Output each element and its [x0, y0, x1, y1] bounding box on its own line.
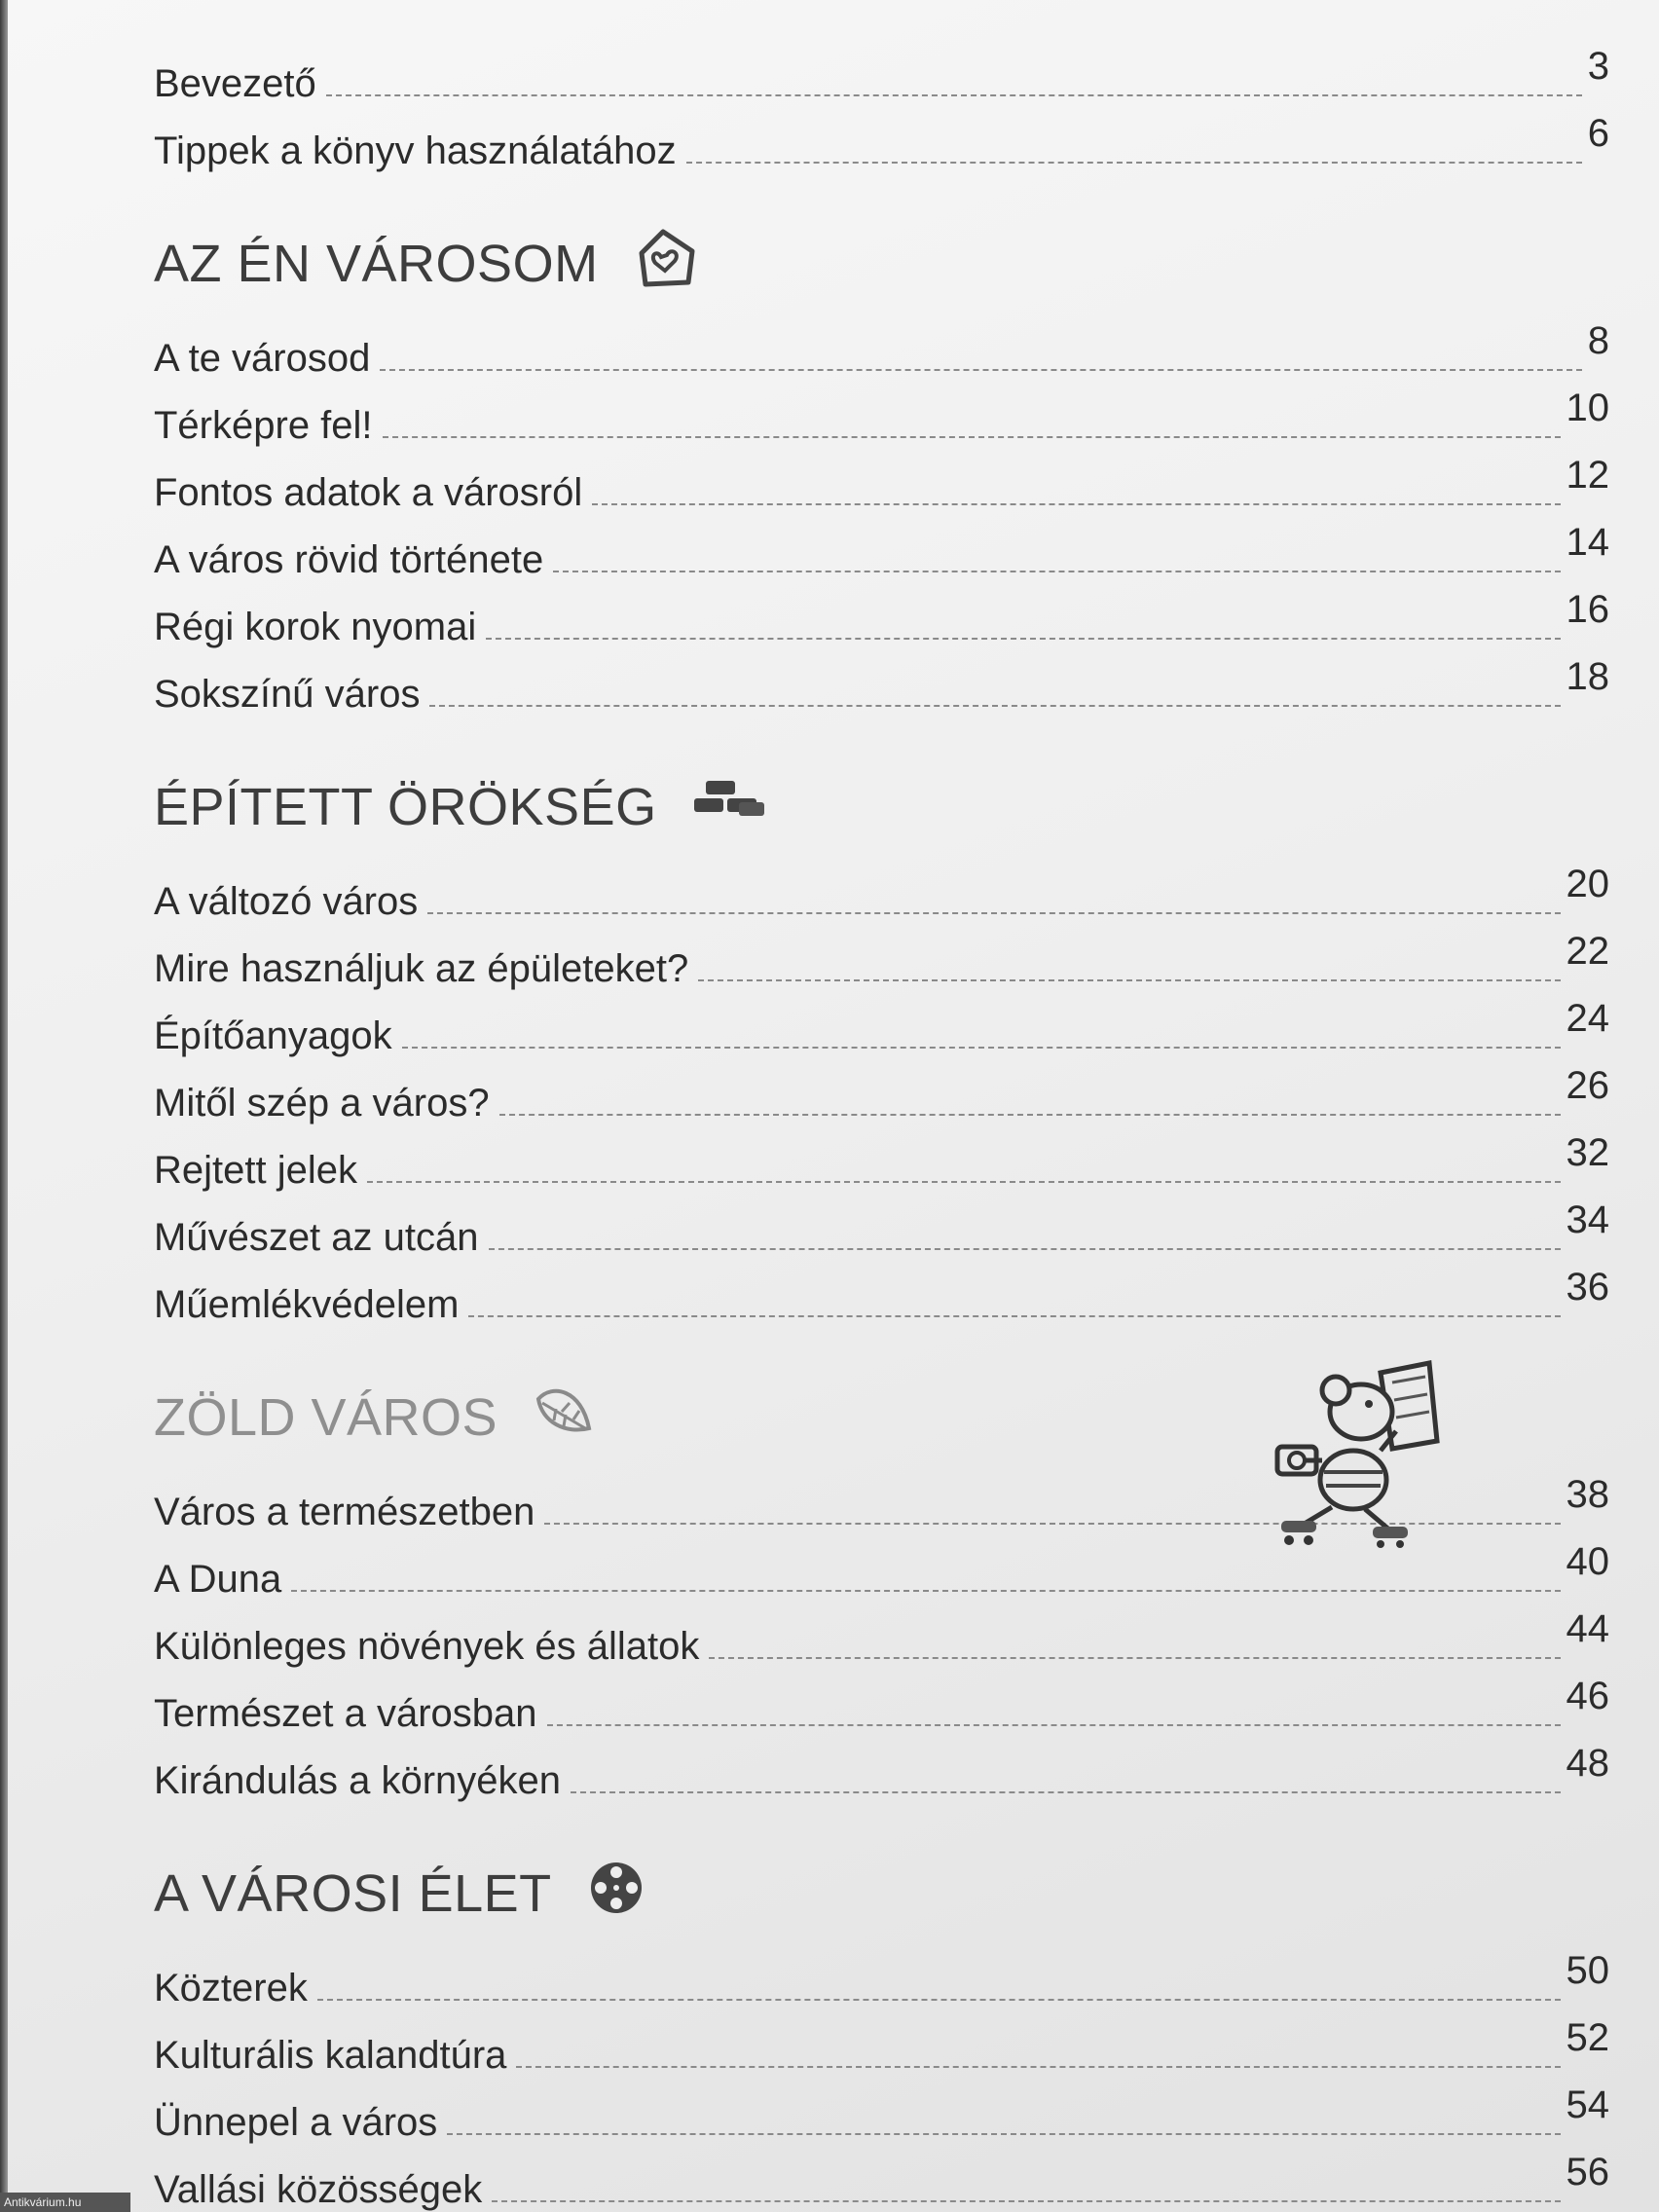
toc-entry-page: 50	[1566, 1949, 1609, 1992]
film-reel-icon	[587, 1859, 645, 1930]
toc-entry-title: Kulturális kalandtúra	[154, 2034, 507, 2077]
toc-entry-title: Tippek a könyv használatához	[154, 129, 677, 172]
toc-entry-page: 16	[1566, 588, 1609, 631]
toc-entry-page: 52	[1566, 2016, 1609, 2059]
toc-entry-page: 8	[1587, 319, 1609, 362]
toc-entry[interactable]	[154, 857, 1609, 924]
toc-entry[interactable]	[154, 1943, 1609, 2010]
toc-entry-page: 22	[1566, 930, 1609, 973]
toc-entry-page: 56	[1566, 2151, 1609, 2194]
toc-entry[interactable]	[154, 1260, 1609, 1327]
toc-entry[interactable]	[154, 381, 1609, 448]
toc-entry-page: 12	[1566, 454, 1609, 497]
toc-entry-title: Természet a városban	[154, 1692, 537, 1735]
watermark: Antikvárium.hu	[0, 2193, 130, 2212]
toc-entry-page: 36	[1566, 1266, 1609, 1309]
section-heading-a-varosi-elet	[154, 1860, 1609, 1928]
toc-entry-title: Építőanyagok	[154, 1014, 392, 1057]
toc-entry-title: Különleges növények és állatok	[154, 1625, 700, 1668]
toc-entry-page: 26	[1566, 1064, 1609, 1107]
toc-entry-title: Rejtett jelek	[154, 1149, 357, 1192]
toc-entry[interactable]	[154, 1736, 1609, 1803]
toc-entry[interactable]	[154, 2010, 1609, 2078]
toc-entry[interactable]	[154, 313, 1609, 381]
toc-entry-title: Ünnepel a város	[154, 2101, 438, 2144]
dotted-leader	[402, 1047, 1561, 1049]
dotted-leader	[592, 503, 1560, 505]
toc-entry-page: 40	[1566, 1540, 1609, 1583]
toc-entry[interactable]	[154, 2145, 1609, 2212]
toc-entry[interactable]	[154, 582, 1609, 649]
dotted-leader	[317, 1999, 1561, 2001]
toc-page	[8, 0, 1659, 2212]
section-heading-text: ÉPÍTETT ÖRÖKSÉG	[154, 778, 657, 836]
table-of-contents	[154, 39, 1609, 2212]
section-heading-text: A VÁROSI ÉLET	[154, 1864, 552, 1923]
house-heart-icon	[634, 224, 704, 305]
toc-entry[interactable]	[154, 1669, 1609, 1736]
dotted-leader	[547, 1724, 1561, 1726]
dotted-leader	[291, 1590, 1560, 1592]
toc-entry-title: A te városod	[154, 337, 371, 380]
toc-entry-page: 48	[1566, 1742, 1609, 1785]
section-heading-az-en-varosom	[154, 230, 1609, 298]
dotted-leader	[383, 436, 1561, 438]
toc-entry[interactable]	[154, 924, 1609, 991]
dotted-leader	[553, 571, 1560, 572]
toc-entry-title: Mitől szép a város?	[154, 1082, 490, 1124]
dotted-leader	[709, 1657, 1560, 1659]
toc-entry[interactable]	[154, 1193, 1609, 1260]
toc-entry[interactable]	[154, 991, 1609, 1058]
dotted-leader	[516, 2066, 1560, 2068]
toc-entry-page: 24	[1566, 997, 1609, 1040]
dotted-leader	[486, 638, 1560, 640]
toc-entry-page: 3	[1587, 45, 1609, 88]
dotted-leader	[571, 1791, 1560, 1793]
mouse-skater-with-map-icon	[1264, 1353, 1458, 1553]
dotted-leader	[380, 369, 1581, 371]
toc-entry-title: Közterek	[154, 1967, 308, 2009]
dotted-leader	[427, 912, 1560, 914]
dotted-leader	[489, 1248, 1561, 1250]
dotted-leader	[367, 1181, 1561, 1183]
toc-entry-title: A város rövid története	[154, 538, 544, 581]
section-heading-epitett-orokseg	[154, 773, 1609, 841]
toc-entry[interactable]	[154, 2078, 1609, 2145]
dotted-leader	[447, 2133, 1560, 2135]
toc-entry-title: Sokszínű város	[154, 673, 421, 716]
toc-entry-title: Művészet az utcán	[154, 1216, 479, 1259]
toc-entry[interactable]	[154, 1602, 1609, 1669]
dotted-leader	[698, 979, 1560, 981]
dotted-leader	[468, 1315, 1560, 1317]
toc-entry-title: Térképre fel!	[154, 404, 373, 447]
toc-entry[interactable]	[154, 649, 1609, 717]
book-binding	[0, 0, 8, 2212]
toc-entry-page: 32	[1566, 1131, 1609, 1174]
leaf-icon	[533, 1383, 595, 1453]
toc-entry-title: Fontos adatok a városról	[154, 471, 583, 514]
dotted-leader	[492, 2200, 1560, 2202]
toc-entry-page: 46	[1566, 1675, 1609, 1717]
toc-entry-title: Kirándulás a környéken	[154, 1759, 562, 1802]
toc-entry-title: Vallási közösségek	[154, 2168, 483, 2211]
toc-entry[interactable]	[154, 39, 1609, 106]
toc-entry-title: A Duna	[154, 1558, 282, 1601]
dotted-leader	[686, 162, 1582, 164]
bricks-icon	[692, 777, 766, 838]
toc-entry-page: 6	[1587, 112, 1609, 155]
dotted-leader	[326, 94, 1582, 96]
toc-entry-title: Város a természetben	[154, 1491, 535, 1533]
toc-entry-title: Mire használjuk az épületeket?	[154, 947, 689, 990]
toc-entry-page: 14	[1566, 521, 1609, 564]
toc-entry-page: 34	[1566, 1198, 1609, 1241]
section-heading-text: ZÖLD VÁROS	[154, 1388, 498, 1447]
toc-entry-page: 54	[1566, 2083, 1609, 2126]
toc-entry[interactable]	[154, 448, 1609, 515]
toc-entry[interactable]	[154, 515, 1609, 582]
toc-entry-title: Régi korok nyomai	[154, 606, 477, 648]
toc-entry-page: 44	[1566, 1607, 1609, 1650]
toc-entry-page: 10	[1566, 387, 1609, 429]
toc-entry-page: 20	[1566, 863, 1609, 905]
dotted-leader	[499, 1114, 1561, 1116]
toc-entry-title: Bevezető	[154, 62, 316, 105]
toc-entry[interactable]	[154, 1125, 1609, 1193]
dotted-leader	[429, 705, 1560, 707]
section-heading-text: AZ ÉN VÁROSOM	[154, 235, 599, 293]
toc-entry-page: 18	[1566, 655, 1609, 698]
toc-entry-page: 38	[1566, 1473, 1609, 1516]
toc-entry[interactable]	[154, 1058, 1609, 1125]
toc-entry-title: Műemlékvédelem	[154, 1283, 460, 1326]
toc-entry-title: A változó város	[154, 880, 419, 923]
toc-entry[interactable]	[154, 106, 1609, 173]
